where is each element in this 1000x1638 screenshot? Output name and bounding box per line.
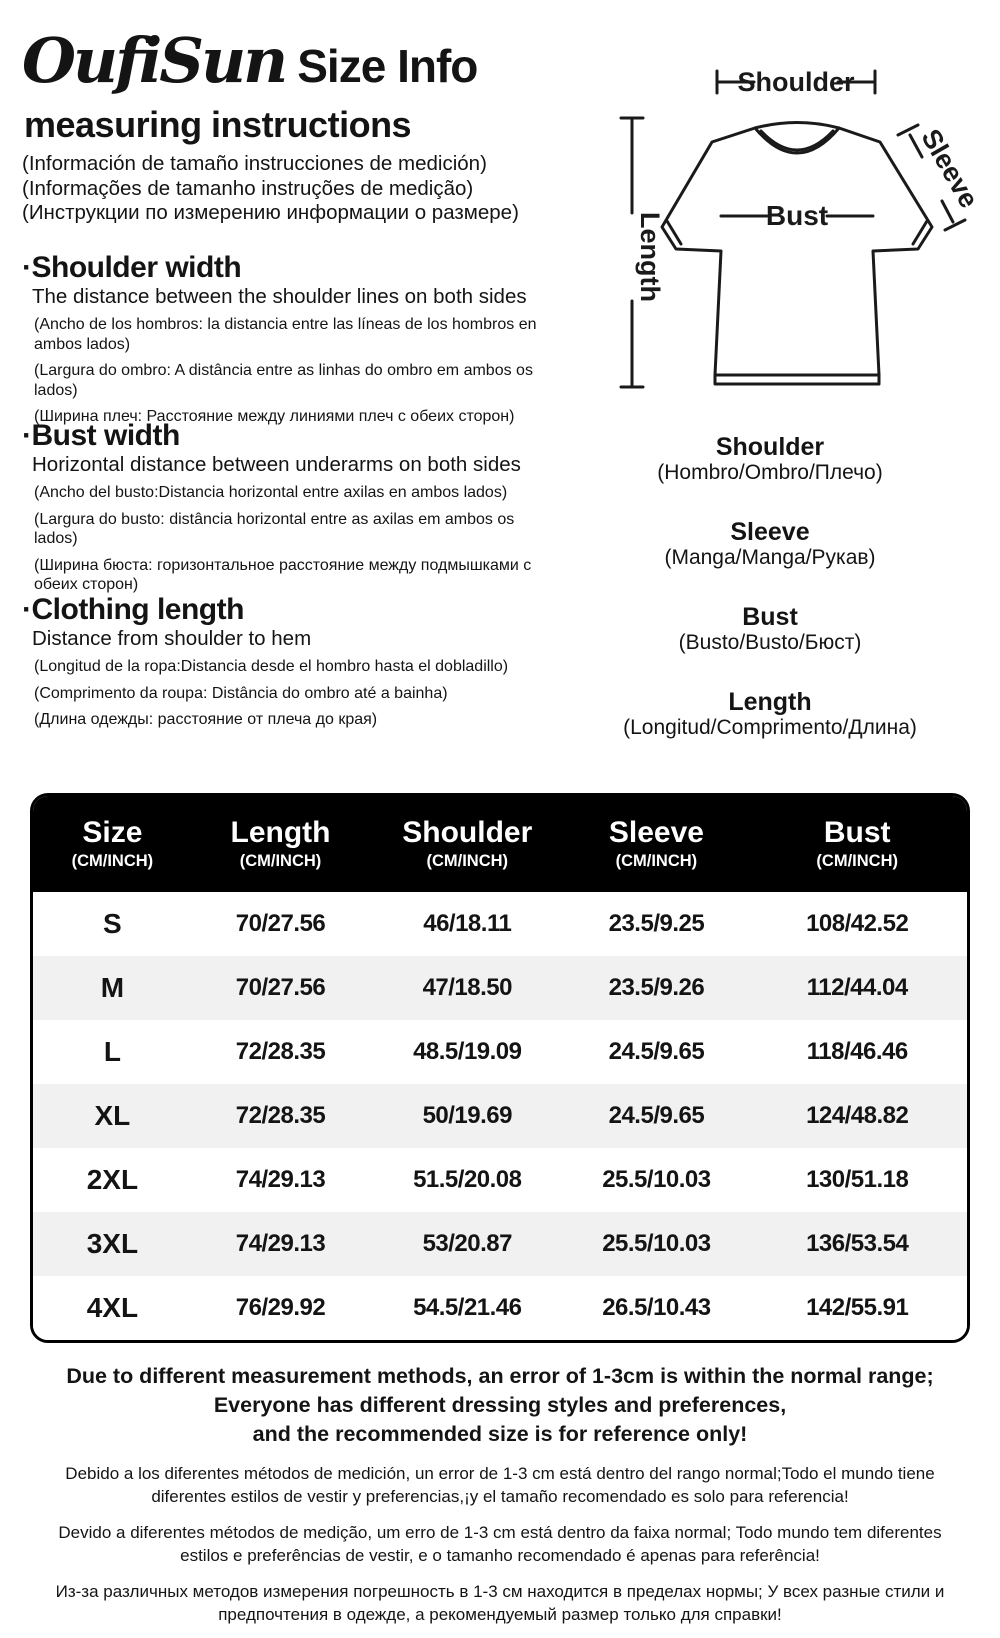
- legend-length: [570, 689, 970, 741]
- legend-name: Length: [728, 688, 812, 716]
- bust-cell: 112/44.04: [806, 974, 908, 1001]
- bust-cell: 142/55.91: [806, 1294, 909, 1321]
- section-translations: [34, 483, 539, 595]
- column-header-sleeve: [565, 815, 747, 871]
- section-translations: [34, 315, 539, 427]
- shoulder-cell: 50/19.69: [422, 1102, 512, 1129]
- table-row-s: [33, 892, 967, 956]
- subtitle-translation-ru: (Инструкции по измерению информации о размере): [22, 201, 519, 224]
- shoulder-cell: 51.5/20.08: [413, 1166, 522, 1193]
- column-label: Shoulder: [402, 815, 533, 849]
- column-label: Length: [230, 815, 331, 849]
- bust-cell: 108/42.52: [806, 910, 909, 937]
- sleeve-cell: 26.5/10.43: [602, 1294, 711, 1321]
- section-translations: [34, 657, 539, 730]
- shoulder-cell: 54.5/21.46: [413, 1294, 522, 1321]
- disclaimer-pt: Devido a diferentes métodos de medição, um erro de 1-3 cm está dentro da faixa normal; Todo mundo tem diferentes estilos e preferências de vestir, e o tamanho recomendado é apenas para referência!: [58, 1523, 942, 1565]
- column-header-length: [192, 815, 369, 871]
- length-cell: 72/28.35: [235, 1038, 326, 1065]
- section-title: ·Clothing length: [22, 593, 244, 626]
- brand-logo: OufiSun: [22, 24, 286, 97]
- translation-ru: (Ширина плеч: Расстояние между линиями плеч с обеих сторон): [34, 408, 515, 425]
- size-table: [30, 793, 970, 1343]
- header: [22, 24, 478, 97]
- disclaimer-en-line2: Everyone has different dressing styles and preferences,: [213, 1393, 787, 1417]
- diagram-length-label: Length: [635, 212, 665, 302]
- section-description: The distance between the shoulder lines on both sides: [32, 285, 527, 308]
- translation-ru: (Длина одежды: расстояние от плеча до края): [34, 711, 378, 728]
- section-shoulder-width: [22, 252, 567, 434]
- subtitle-translations: [22, 152, 519, 226]
- legend-name: Shoulder: [715, 433, 825, 461]
- legend-shoulder: [570, 434, 970, 486]
- subtitle-translation-es: (Información de tamaño instrucciones de medición): [22, 152, 487, 175]
- column-label: Bust: [823, 815, 891, 849]
- tshirt-outline: [662, 123, 932, 385]
- shoulder-cell: 53/20.87: [422, 1230, 512, 1257]
- section-description: Horizontal distance between underarms on both sides: [32, 453, 521, 476]
- bust-cell: 118/46.46: [806, 1038, 908, 1065]
- bust-cell: 136/53.54: [806, 1230, 909, 1257]
- table-row-xl: [33, 1084, 967, 1148]
- disclaimer-es: Debido a los diferentes métodos de medición, un error de 1-3 cm está dentro del rango normal;Todo el mundo tiene diferentes estilos de vestir y preferencias,¡y el tamaño recomendado es solo para referencia!: [65, 1464, 935, 1506]
- bust-cell: 124/48.82: [806, 1102, 909, 1129]
- sleeve-cell: 25.5/10.03: [602, 1230, 711, 1257]
- shoulder-cell: 46/18.11: [423, 910, 512, 937]
- diagram-bust-label: Bust: [765, 200, 829, 231]
- translation-pt: (Comprimento da roupa: Distância do ombro até a bainha): [34, 684, 448, 702]
- column-unit: (CM/INCH): [239, 851, 322, 870]
- translation-ru: (Ширина бюста: горизонтальное расстояние между подмышками с обеих сторон): [34, 556, 532, 593]
- column-header-shoulder: [369, 815, 565, 871]
- table-row-l: [33, 1020, 967, 1084]
- legend-name: Bust: [742, 603, 798, 631]
- diagram-shoulder-label: Shoulder: [737, 67, 855, 97]
- size-cell: 2XL: [86, 1164, 139, 1195]
- subtitle-translation-pt: (Informações de tamanho instruções de medição): [22, 176, 474, 200]
- length-cell: 76/29.92: [235, 1294, 326, 1321]
- section-clothing-length: [22, 594, 567, 737]
- tshirt-measurement-diagram: [570, 45, 990, 405]
- tshirt-diagram-svg: [570, 45, 990, 405]
- diagram-sleeve-label: Sleeve: [915, 123, 985, 214]
- sleeve-cell: 24.5/9.65: [608, 1102, 705, 1129]
- translation-es: (Ancho del busto:Distancia horizontal entre axilas en ambos lados): [34, 484, 508, 501]
- section-title: ·Shoulder width: [22, 251, 242, 284]
- table-row-4xl: [33, 1276, 967, 1340]
- column-unit: (CM/INCH): [71, 851, 154, 870]
- subtitle: measuring instructions: [24, 104, 412, 145]
- size-cell: 3XL: [86, 1228, 139, 1259]
- sleeve-cell: 24.5/9.65: [608, 1038, 705, 1065]
- size-cell: 4XL: [86, 1292, 139, 1323]
- sleeve-cell: 25.5/10.03: [602, 1166, 711, 1193]
- table-row-m: [33, 956, 967, 1020]
- length-cell: 70/27.56: [235, 910, 326, 937]
- length-cell: 72/28.35: [235, 1102, 326, 1129]
- length-cell: 70/27.56: [235, 974, 326, 1001]
- shoulder-cell: 47/18.50: [422, 974, 512, 1001]
- column-unit: (CM/INCH): [426, 851, 509, 870]
- section-bust-width: [22, 420, 567, 602]
- table-row-2xl: [33, 1148, 967, 1212]
- size-cell: S: [103, 908, 122, 939]
- sleeve-cell: 23.5/9.26: [608, 974, 705, 1001]
- length-cell: 74/29.13: [235, 1230, 326, 1257]
- legend-translation: (Manga/Manga/Рукав): [664, 546, 876, 569]
- legend-translation: (Busto/Busto/Бюст): [678, 631, 862, 654]
- bust-cell: 130/51.18: [806, 1166, 909, 1193]
- legend-sleeve: [570, 519, 970, 571]
- disclaimer: [0, 1362, 1000, 1626]
- column-label: Sleeve: [608, 815, 704, 849]
- disclaimer-en-line3: and the recommended size is for reference only!: [252, 1422, 748, 1446]
- column-unit: (CM/INCH): [615, 851, 698, 870]
- translation-es: (Longitud de la ropa:Distancia desde el hombro hasta el dobladillo): [34, 658, 509, 675]
- section-description: Distance from shoulder to hem: [32, 627, 312, 650]
- column-label: Size: [82, 815, 143, 849]
- column-header-size: [33, 815, 192, 871]
- translation-pt: (Largura do busto: distância horizontal entre as axilas em ambos os lados): [34, 510, 515, 547]
- legend-bust: [570, 604, 970, 656]
- size-cell: XL: [94, 1100, 131, 1131]
- measure-legend: [570, 434, 970, 774]
- size-cell: M: [100, 972, 125, 1003]
- table-row-3xl: [33, 1212, 967, 1276]
- translation-es: (Ancho de los hombros: la distancia entre las líneas de los hombros en ambos lados): [34, 316, 537, 353]
- sleeve-cell: 23.5/9.25: [608, 910, 705, 937]
- legend-translation: (Hombro/Ombro/Плечо): [657, 461, 883, 484]
- disclaimer-ru: Из-за различных методов измерения погрешность в 1-3 см находится в пределах нормы; У всех разные стили и предпочтения в одежде, а рекомендуемый размер только для справки!: [55, 1582, 945, 1624]
- legend-translation: (Longitud/Comprimento/Длина): [623, 716, 917, 739]
- column-header-bust: [747, 815, 966, 871]
- size-cell: L: [103, 1036, 121, 1067]
- page-title: Size Info: [297, 40, 478, 92]
- column-unit: (CM/INCH): [816, 851, 898, 870]
- shoulder-cell: 48.5/19.09: [413, 1038, 522, 1065]
- translation-pt: (Largura do ombro: A distância entre as linhas do ombro em ambos os lados): [34, 362, 533, 399]
- disclaimer-en-line1: Due to different measurement methods, an error of 1-3cm is within the normal range;: [66, 1364, 934, 1388]
- length-cell: 74/29.13: [235, 1166, 326, 1193]
- size-table-header: [33, 796, 967, 892]
- section-title: ·Bust width: [22, 419, 180, 452]
- legend-name: Sleeve: [730, 518, 810, 546]
